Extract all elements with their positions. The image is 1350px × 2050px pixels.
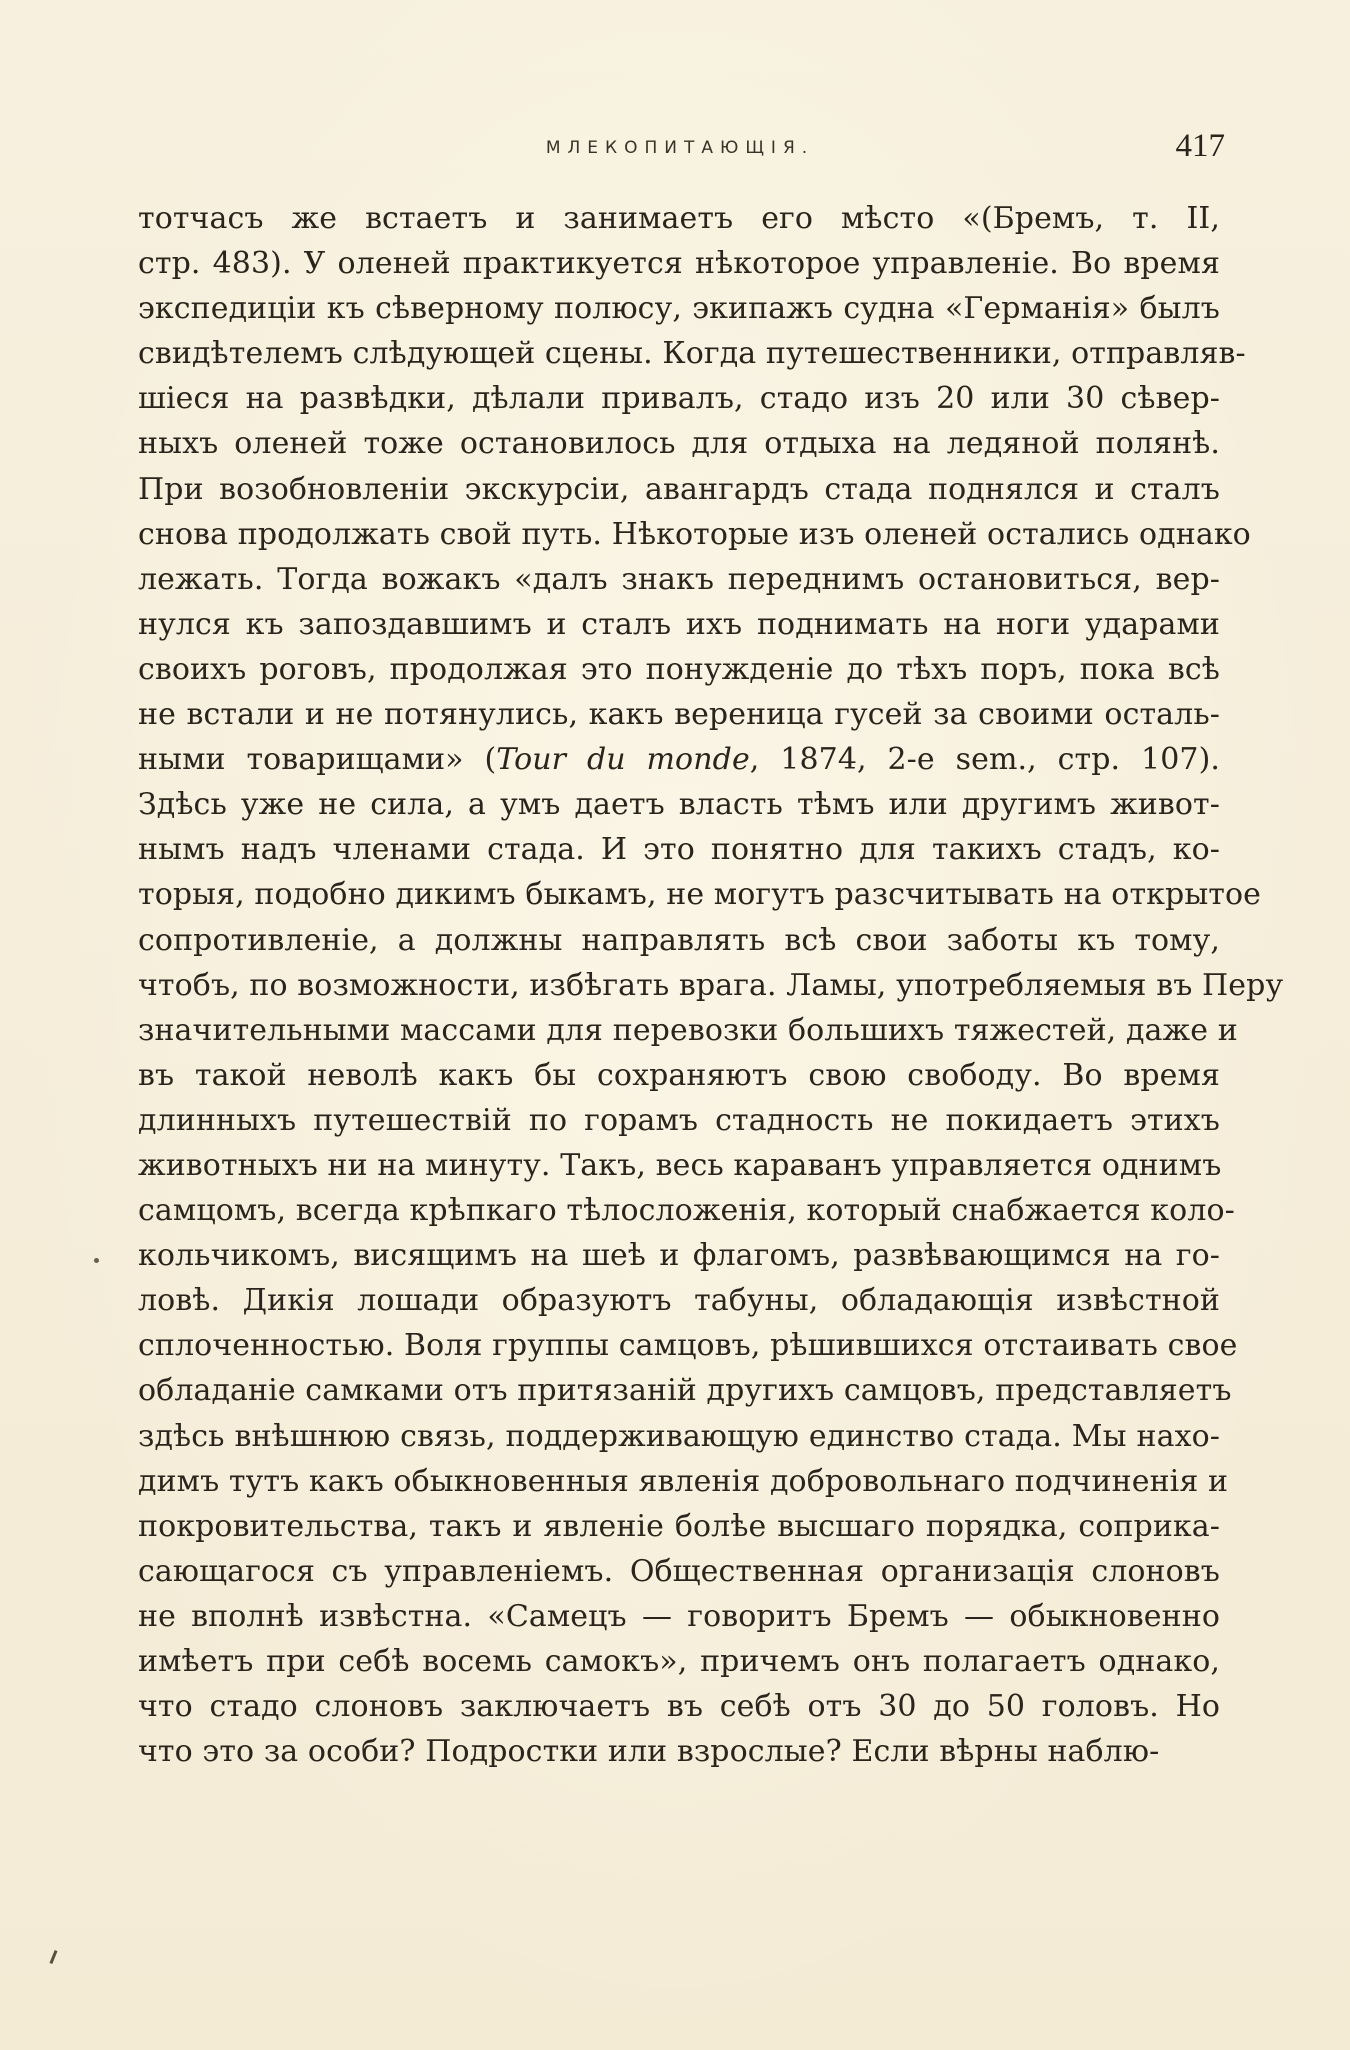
body-text	[138, 196, 1284, 1774]
text-line: Здѣсь уже не сила, а умъ даетъ власть тѣмъ или другимъ живот-	[138, 787, 1220, 823]
text-line: здѣсь внѣшнюю связь, поддерживающую единство стада. Мы нахо-	[138, 1418, 1220, 1454]
text-line: тотчасъ же встаетъ и занимаетъ его мѣсто «(Бремъ, т. II,	[138, 201, 1220, 236]
text-line: ными товарищами» (Tour du monde, 1874, 2-e sem., стр. 107).	[138, 742, 1221, 778]
text-line: лежать. Тогда вожакъ «далъ знакъ переднимъ остановиться, вер-	[138, 561, 1220, 597]
text-line: самцомъ, всегда крѣпкаго тѣлосложенія, который снабжается коло-	[138, 1193, 1235, 1229]
text-line: кольчикомъ, висящимъ на шеѣ и флагомъ, развѣвающимся на го-	[138, 1238, 1220, 1274]
text-line: въ такой неволѣ какъ бы сохраняютъ свою свободу. Во время	[138, 1057, 1220, 1093]
text-line: экспедиціи къ сѣверному полюсу, экипажъ судна «Германія» былъ	[138, 291, 1220, 327]
text-line: значительными массами для перевозки большихъ тяжестей, даже и	[138, 1012, 1238, 1048]
text-line: чтобъ, по возможности, избѣгать врага. Ламы, употребляемыя въ Перу	[138, 967, 1284, 1003]
text-line: снова продолжать свой путь. Нѣкоторые изъ оленей остались однако	[138, 516, 1251, 552]
running-title: МЛЕКОПИТАЮЩІЯ.	[545, 138, 815, 158]
text-line: длинныхъ путешествій по горамъ стадность не покидаетъ этихъ	[138, 1102, 1220, 1138]
text-line: свидѣтелемъ слѣдующей сцены. Когда путешественники, отправляв-	[138, 336, 1246, 372]
text-line: сопротивленіе, а должны направлять всѣ свои заботы къ тому,	[138, 922, 1220, 958]
text-line: сающагося съ управленіемъ. Общественная организація слоновъ	[138, 1553, 1220, 1589]
ink-speck	[94, 1258, 99, 1263]
margin-mark	[49, 1950, 57, 1964]
page-number: 417	[1175, 128, 1225, 164]
text-line: сплоченностью. Воля группы самцовъ, рѣшившихся отстаивать свое	[138, 1328, 1238, 1364]
text-line: ныхъ оленей тоже остановилось для отдыха на ледяной полянѣ.	[138, 426, 1220, 462]
text-line: своихъ роговъ, продолжая это понужденіе до тѣхъ поръ, пока всѣ	[138, 651, 1220, 687]
text-line: покровительства, такъ и явленіе болѣе высшаго порядка, соприка-	[138, 1508, 1220, 1544]
text-line: ловѣ. Дикія лошади образуютъ табуны, обладающія извѣстной	[138, 1283, 1220, 1319]
page-header	[135, 128, 1225, 168]
text-line: торыя, подобно дикимъ быкамъ, не могутъ разсчитывать на открытое	[138, 877, 1262, 913]
text-line: не вполнѣ извѣстна. «Самецъ — говоритъ Бремъ — обыкновенно	[138, 1598, 1220, 1634]
text-line: шіеся на развѣдки, дѣлали привалъ, стадо изъ 20 или 30 сѣвер-	[138, 381, 1220, 417]
text-line: нымъ надъ членами стада. И это понятно для такихъ стадъ, ко-	[138, 832, 1220, 868]
text-line: что это за особи? Подростки или взрослые? Если вѣрны наблю-	[138, 1734, 1160, 1770]
text-line: нулся къ запоздавшимъ и сталъ ихъ поднимать на ноги ударами	[138, 606, 1220, 642]
text-line: не встали и не потянулись, какъ вереница гусей за своими осталь-	[138, 697, 1220, 733]
text-line: животныхъ ни на минуту. Такъ, весь караванъ управляется однимъ	[138, 1147, 1222, 1183]
text-line: обладаніе самками отъ притязаній другихъ самцовъ, представляетъ	[138, 1373, 1232, 1409]
text-line: что стадо слоновъ заключаетъ въ себѣ отъ 30 до 50 головъ. Но	[138, 1689, 1220, 1725]
text-line: димъ тутъ какъ обыкновенныя явленія добровольнаго подчиненія и	[138, 1463, 1229, 1499]
text-line: стр. 483). У оленей практикуется нѣкоторое управленіе. Во время	[138, 246, 1220, 282]
text-line: При возобновленіи экскурсіи, авангардъ стада поднялся и сталъ	[138, 471, 1220, 507]
italic-title: Tour du monde	[496, 742, 750, 778]
text-line: имѣетъ при себѣ восемь самокъ», причемъ онъ полагаетъ однако,	[138, 1644, 1220, 1679]
